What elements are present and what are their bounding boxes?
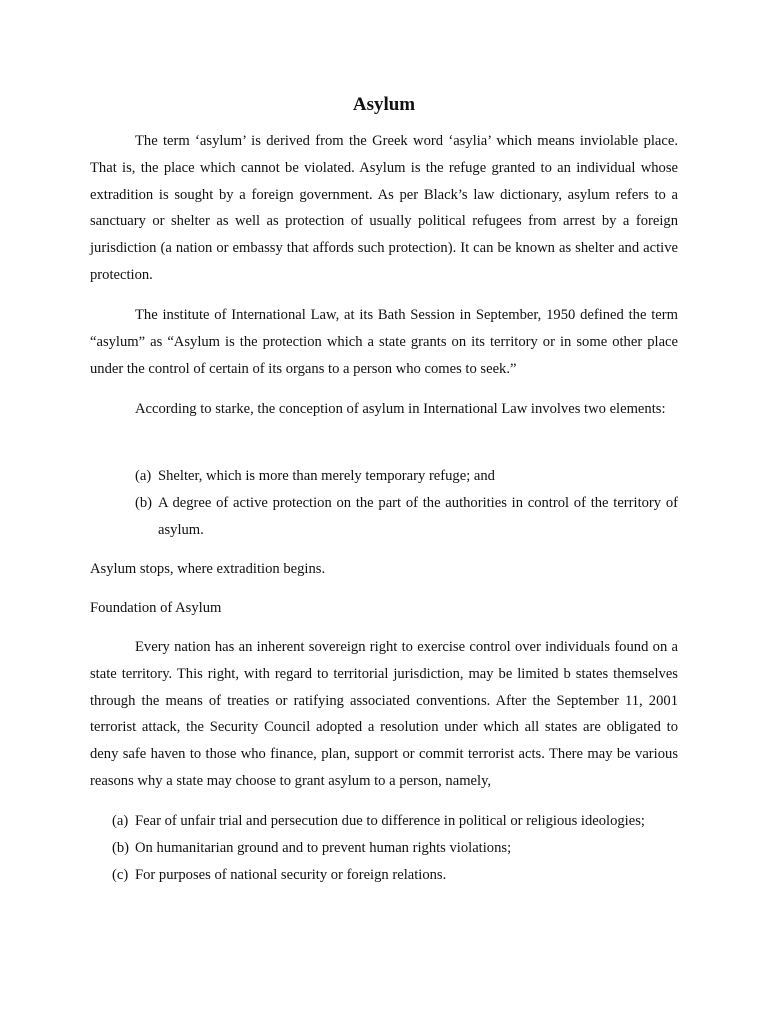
list-item	[112, 808, 678, 835]
list-item-text: On humanitarian ground and to prevent human rights violations;	[135, 839, 512, 856]
list-item-text: Fear of unfair trial and persecution due to difference in political or religious ideologies;	[135, 813, 645, 829]
list-item-text: For purposes of national security or foreign relations.	[135, 866, 447, 883]
list-marker: (a)	[135, 468, 152, 484]
list-marker: (c)	[112, 866, 129, 883]
reasons-list	[112, 808, 678, 888]
document-title: Asylum	[352, 94, 416, 115]
paragraph-institute-definition: The institute of International Law, at its Bath Session in September, 1950 defined the term “asylum” as “Asylum is the protection which a state grants on its territory or in some other place under the control of certain of its organs to a person who comes to seek.”	[90, 307, 678, 377]
paragraph-extradition: Asylum stops, where extradition begins.	[90, 561, 326, 577]
list-marker: (b)	[112, 839, 130, 856]
section-heading-foundation: Foundation of Asylum	[90, 600, 222, 616]
list-item	[112, 835, 678, 862]
list-marker: (a)	[112, 813, 129, 829]
list-item-text: A degree of active protection on the part of the authorities in control of the territory of asylum.	[158, 494, 678, 538]
list-item-text: Shelter, which is more than merely temporary refuge; and	[158, 468, 495, 484]
paragraph-sovereign-right: Every nation has an inherent sovereign right to exercise control over individuals found on a state territory. This right, with regard to territorial jurisdiction, may be limited b states themselves through the means of treaties or ratifying associated conventions. After the September 11, 2001 terrorist attack, the Security Council adopted a resolution under which all states are obligated to deny safe haven to those who finance, plan, support or commit terrorist acts. There may be various reasons why a state may choose to grant asylum to a person, namely,	[90, 639, 678, 789]
elements-list	[135, 463, 678, 543]
list-item	[135, 463, 678, 490]
list-item	[112, 862, 678, 889]
list-item	[135, 490, 678, 544]
paragraph-starke-elements: According to starke, the conception of asylum in International Law involves two elements:	[135, 401, 666, 417]
list-marker: (b)	[135, 494, 153, 511]
paragraph-definition: The term ‘asylum’ is derived from the Greek word ‘asylia’ which means inviolable place. That is, the place which cannot be violated. Asylum is the refuge granted to an individual whose extradition is sought by a foreign government. As per Black’s law dictionary, asylum refers to a sanctuary or shelter as well as protection of usually political refugees from arrest by a foreign jurisdiction (a nation or embassy that affords such protection). It can be known as shelter and active protection.	[90, 133, 678, 283]
